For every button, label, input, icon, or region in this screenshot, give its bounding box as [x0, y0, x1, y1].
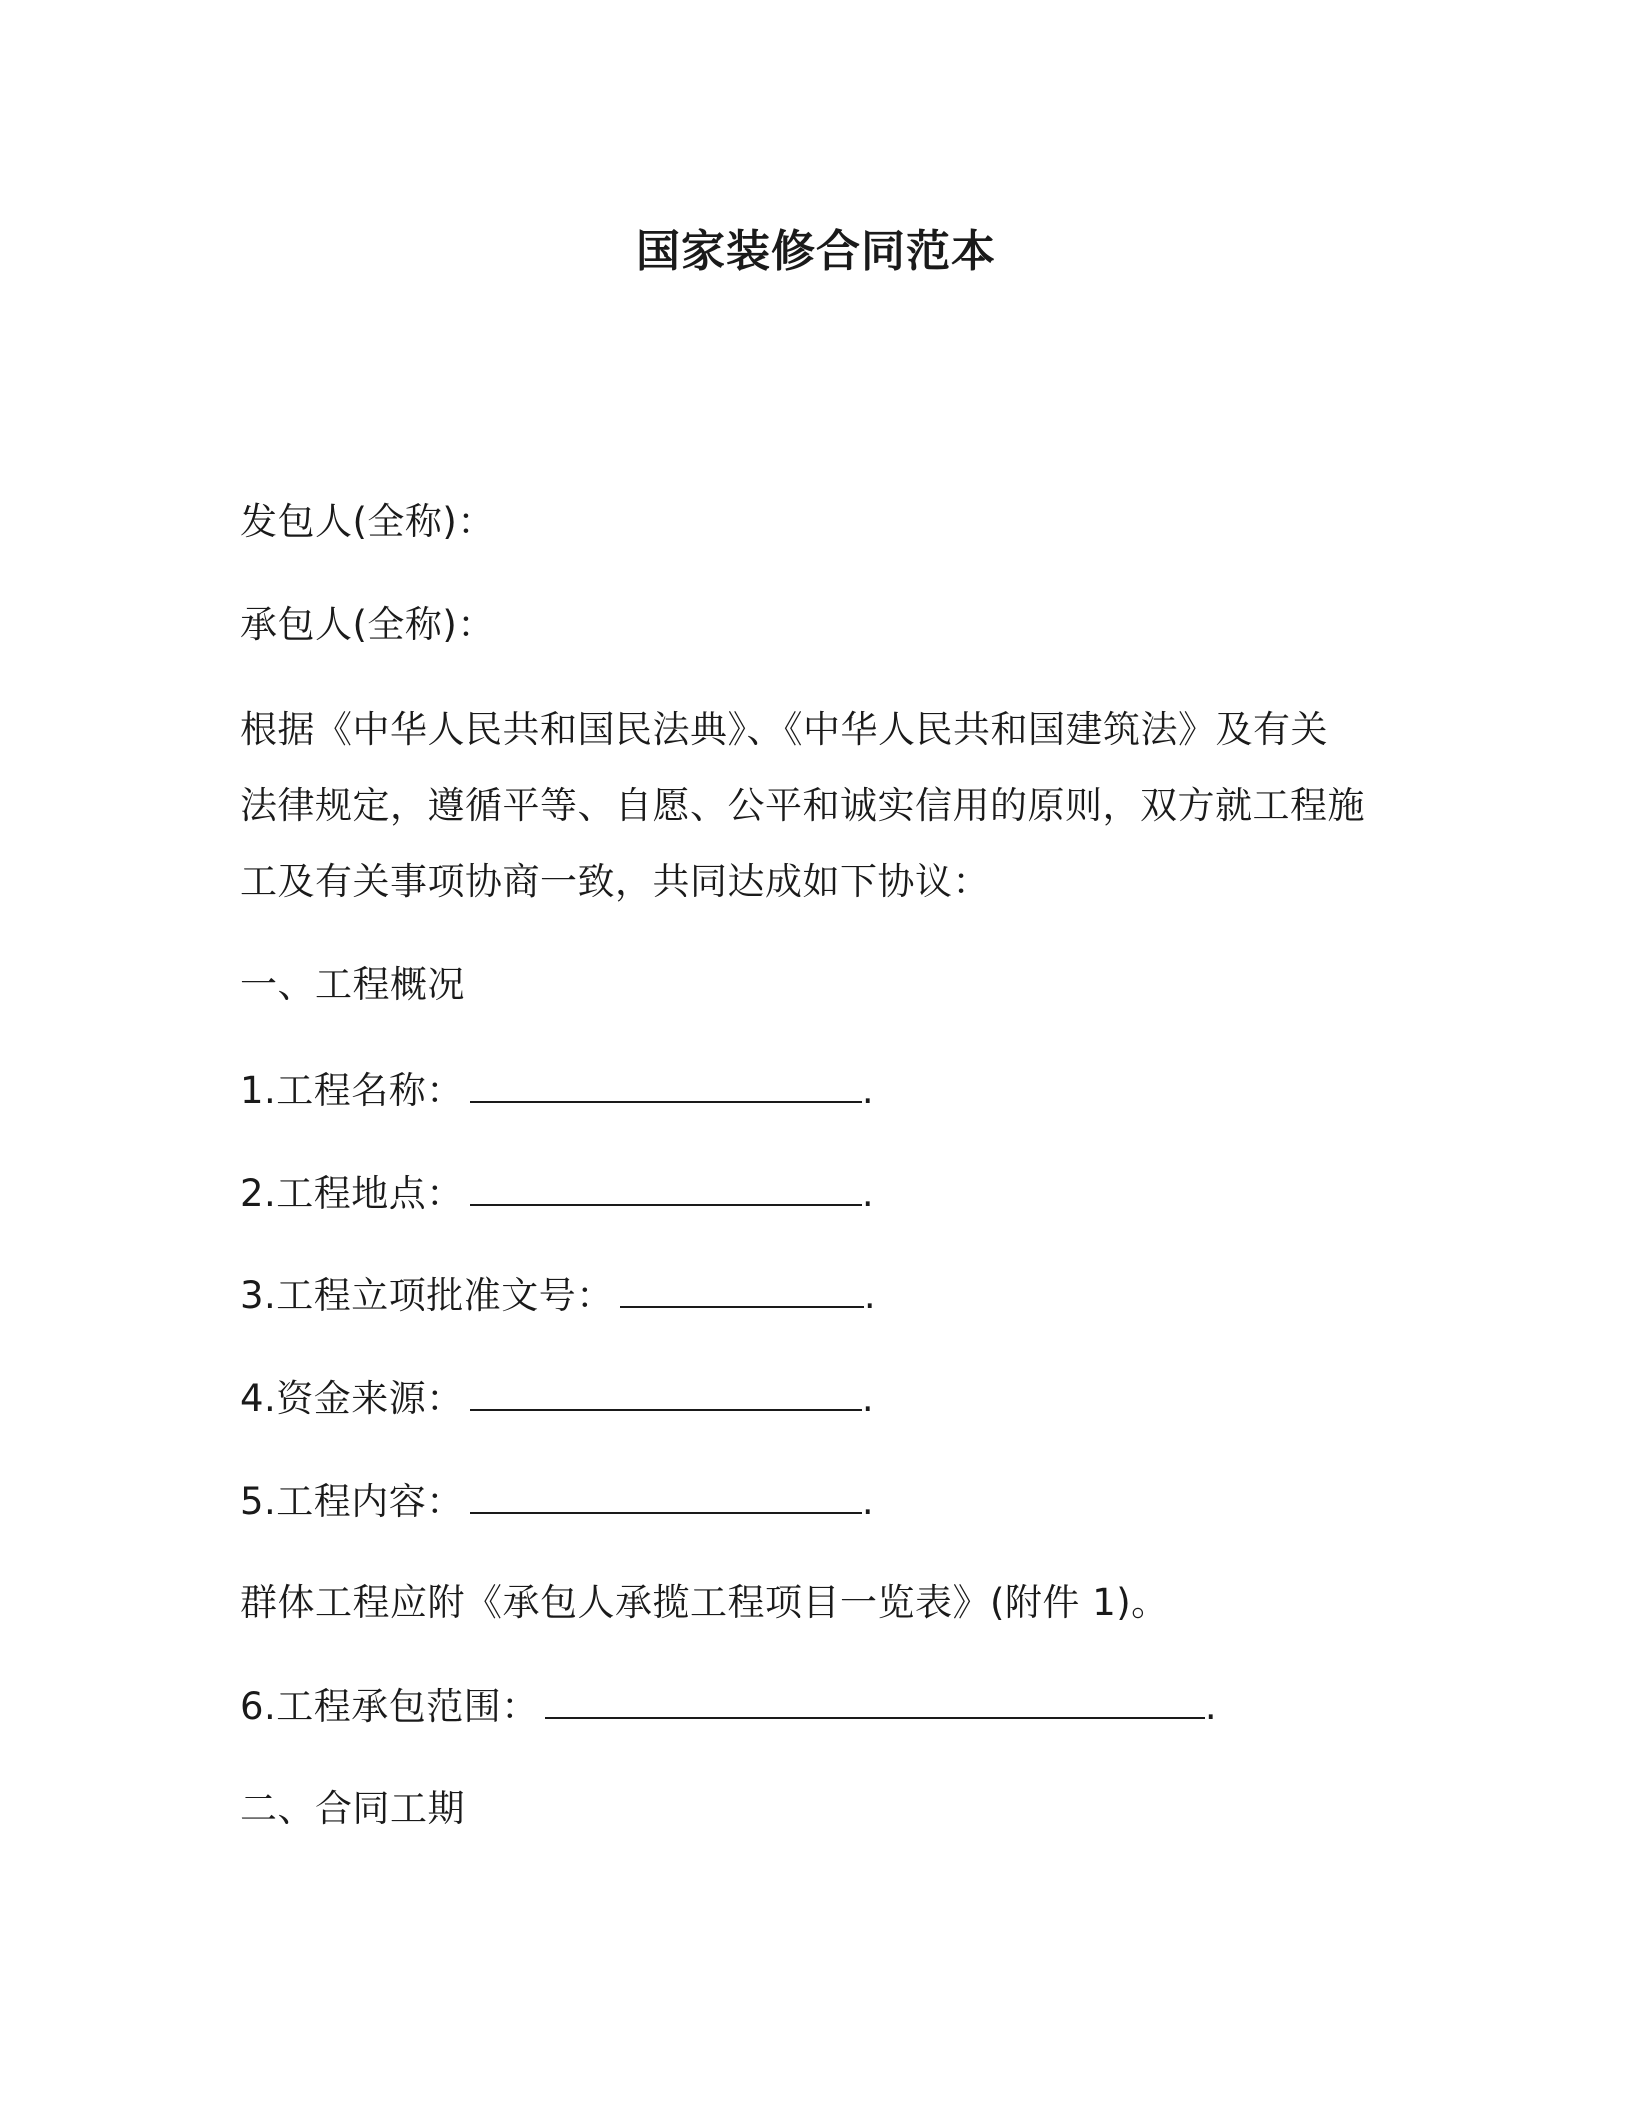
field-project-name-label: 1.工程名称：: [240, 1069, 464, 1112]
project-name-blank[interactable]: [470, 1065, 862, 1103]
field-project-location-label: 2.工程地点：: [240, 1172, 464, 1215]
contractor-label: 承包人(全称)：: [240, 603, 495, 646]
field-contract-scope-end: .: [1204, 1685, 1218, 1728]
section-1-heading: 一、工程概况: [240, 963, 465, 1006]
field-funding-source-end: .: [861, 1377, 875, 1420]
section-2-heading: 二、合同工期: [240, 1787, 465, 1830]
project-location-blank[interactable]: [470, 1168, 862, 1206]
group-project-note: 群体工程应附《承包人承揽工程项目一览表》(附件 1)。: [240, 1581, 1169, 1624]
field-project-content-end: .: [861, 1480, 875, 1523]
field-funding-source-label: 4.资金来源：: [240, 1377, 464, 1420]
field-project-location: [240, 1168, 874, 1219]
preamble-line-3: 工及有关事项协商一致，共同达成如下协议：: [240, 860, 990, 903]
field-contract-scope-label: 6.工程承包范围：: [240, 1685, 539, 1728]
field-approval-number-label: 3.工程立项批准文号：: [240, 1274, 614, 1317]
contract-scope-blank[interactable]: [545, 1681, 1205, 1719]
document-title: 国家装修合同范本: [636, 226, 996, 277]
field-approval-number-end: .: [863, 1274, 877, 1317]
preamble-line-2: 法律规定，遵循平等、自愿、公平和诚实信用的原则，双方就工程施: [240, 784, 1365, 827]
employer-label: 发包人(全称)：: [240, 500, 495, 543]
field-project-content-label: 5.工程内容：: [240, 1480, 464, 1523]
field-project-content: [240, 1476, 874, 1527]
field-project-name-end: .: [861, 1069, 875, 1112]
field-project-name: [240, 1065, 874, 1116]
project-content-blank[interactable]: [470, 1476, 862, 1514]
field-contract-scope: [240, 1681, 1217, 1732]
field-project-location-end: .: [861, 1172, 875, 1215]
funding-source-blank[interactable]: [470, 1373, 862, 1411]
field-approval-number: [240, 1270, 876, 1321]
field-funding-source: [240, 1373, 874, 1424]
approval-number-blank[interactable]: [620, 1270, 864, 1308]
preamble-paragraph: [240, 692, 1380, 920]
preamble-line-1: 根据《中华人民共和国民法典》、《中华人民共和国建筑法》及有关: [240, 708, 1328, 751]
